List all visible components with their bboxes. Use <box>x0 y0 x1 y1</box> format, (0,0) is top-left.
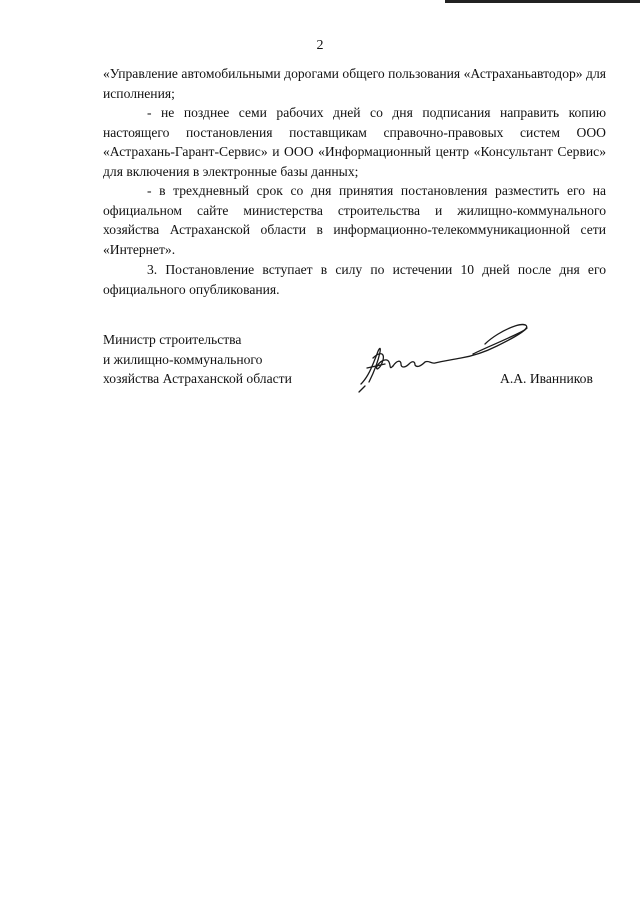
position-line: хозяйства Астраханской области <box>103 371 292 386</box>
paragraph-send-copy: - не позднее семи рабочих дней со дня подписания направить копию настоящего постановления поставщикам справочно-правовых систем ООО «Астрахань-Гарант-Сервис» и ООО «Информационный центр «Консультант Сервис» для включения в электронные базы данных; <box>103 105 606 179</box>
page-number: 2 <box>316 38 324 53</box>
paragraph-continuation: «Управление автомобильными дорогами общего пользования «Астраханьавтодор» для исполнения; <box>103 66 606 101</box>
scan-edge-line <box>445 0 640 3</box>
paragraph-publish-online: - в трехдневный срок со дня принятия постановления разместить его на официальном сайте министерства строительства и жилищно-коммунального хозяйства Астраханской области в информационно-телекоммуникационной сети «Интернет». <box>103 183 606 257</box>
position-line: Министр строительства <box>103 332 242 347</box>
signatory-position <box>103 330 292 389</box>
position-line: и жилищно-коммунального <box>103 351 263 367</box>
signatory-name: А.А. Иванников <box>500 371 593 386</box>
paragraph-effective-date: 3. Постановление вступает в силу по истечении 10 дней после дня его официального опубликования. <box>103 262 606 297</box>
document-body <box>103 64 606 299</box>
